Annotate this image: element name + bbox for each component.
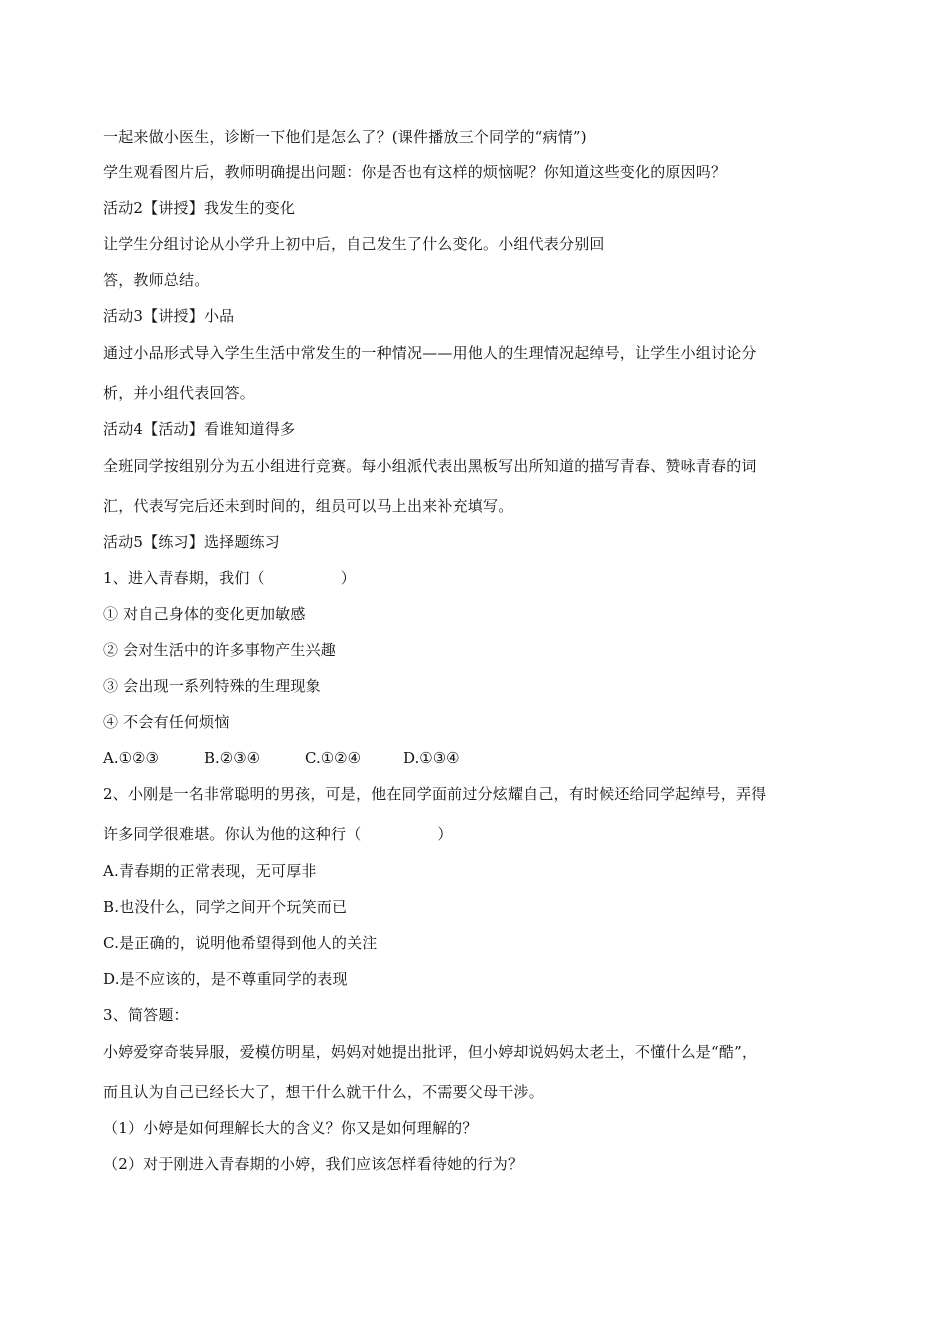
activity-heading: 活动5【练习】选择题练习 [103, 533, 280, 551]
text-line: 让学生分组讨论从小学升上初中后，自己发生了什么变化。小组代表分别回 [103, 235, 605, 253]
statement-item: ③ 会出现一系列特殊的生理现象 [103, 677, 321, 695]
statement-item: ④ 不会有任何烦恼 [103, 713, 230, 731]
q1-option-d: D.①③④ [403, 749, 460, 767]
text-line: 汇，代表写完后还未到时间的，组员可以马上出来补充填写。 [103, 497, 514, 515]
q2-option-b: B.也没什么，同学之间开个玩笑而已 [103, 898, 348, 916]
q1-option-b: B.②③④ [204, 749, 261, 767]
q1-option-a: A.①②③ [103, 749, 159, 767]
question-2: 2、小刚是一名非常聪明的男孩，可是，他在同学面前过分炫耀自己，有时候还给同学起绰号，弄得 [103, 785, 767, 803]
question-3-text: 而且认为自己已经长大了，想干什么就干什么，不需要父母干涉。 [103, 1083, 544, 1101]
q1-option-c: C.①②④ [305, 749, 362, 767]
text-line: 答，教师总结。 [103, 271, 210, 289]
statement-item: ② 会对生活中的许多事物产生兴趣 [103, 641, 336, 659]
sub-question-1: （1）小婷是如何理解长大的含义？你又是如何理解的？ [103, 1119, 478, 1137]
q2-option-c: C.是正确的，说明他希望得到他人的关注 [103, 934, 378, 952]
activity-heading: 活动2【讲授】我发生的变化 [103, 199, 296, 217]
text-line: 析，并小组代表回答。 [103, 384, 256, 402]
text-line: 通过小品形式导入学生生活中常发生的一种情况——用他人的生理情况起绰号，让学生小组讨论分 [103, 344, 757, 362]
question-3-heading: 3、简答题： [103, 1006, 189, 1024]
text-line: 全班同学按组别分为五小组进行竞赛。每小组派代表出黑板写出所知道的描写青春、赞咏青春的词 [103, 457, 757, 475]
q2-option-d: D.是不应该的，是不尊重同学的表现 [103, 970, 348, 988]
activity-heading: 活动4【活动】看谁知道得多 [103, 420, 296, 438]
text-line: 学生观看图片后，教师明确提出问题：你是否也有这样的烦恼呢？你知道这些变化的原因吗？ [103, 163, 727, 181]
question-3-text: 小婷爱穿奇装异服，爱模仿明星，妈妈对她提出批评，但小婷却说妈妈太老土，不懂什么是“酷”， [103, 1043, 758, 1061]
q2-option-a: A.青春期的正常表现，无可厚非 [103, 862, 317, 880]
q1-options [103, 748, 460, 768]
question-1: 1、进入青春期，我们（ ） [103, 569, 356, 587]
statement-item: ① 对自己身体的变化更加敏感 [103, 605, 306, 623]
activity-heading: 活动3【讲授】小品 [103, 307, 235, 325]
sub-question-2: （2）对于刚进入青春期的小婷，我们应该怎样看待她的行为？ [103, 1155, 524, 1173]
question-2-cont: 许多同学很难堪。你认为他的这种行（ ） [103, 825, 453, 843]
text-line: 一起来做小医生，诊断一下他们是怎么了？(课件播放三个同学的“病情”) [103, 128, 587, 146]
